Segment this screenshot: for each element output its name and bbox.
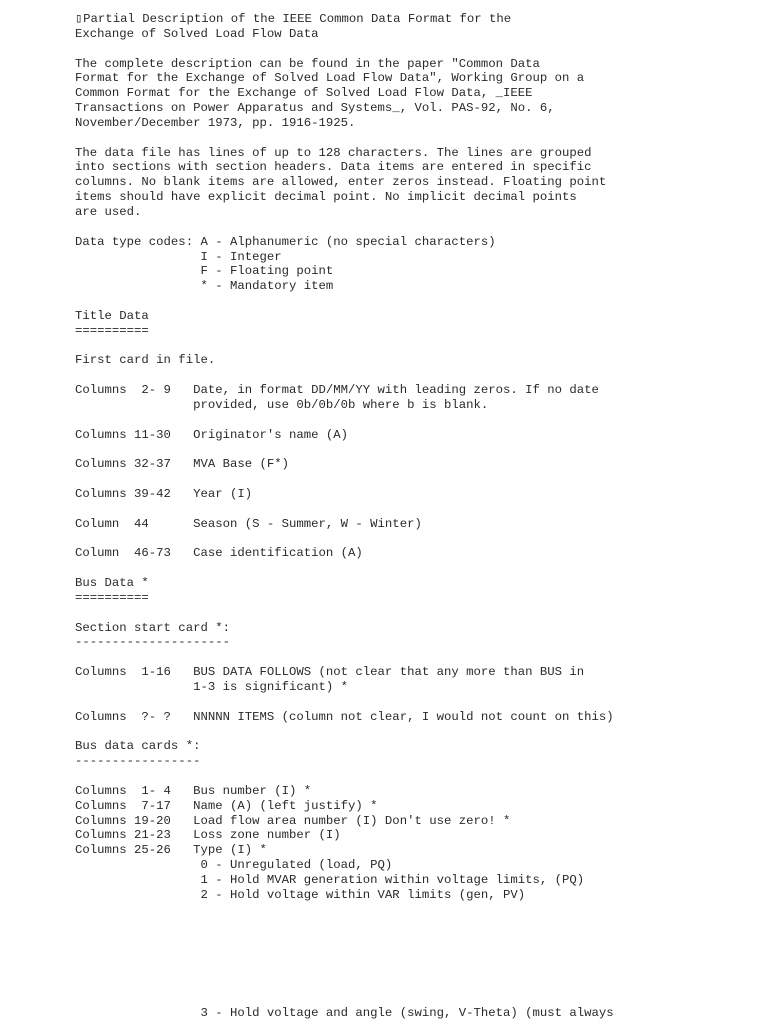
text-line: Columns 2- 9 Date, in format DD/MM/YY with leading zeros. If no date <box>75 383 599 398</box>
text-line: Column 44 Season (S - Summer, W - Winter) <box>75 516 422 531</box>
text-line: The complete description can be found in the paper "Common Data <box>75 56 540 71</box>
blank-line <box>75 413 760 428</box>
blank-line <box>75 695 760 710</box>
blank-line <box>75 42 760 57</box>
blank-line <box>75 472 760 487</box>
text-line: Columns ?- ? NNNNN ITEMS (column not clear, I would not count on this) <box>75 709 614 724</box>
text-line: F - Floating point <box>75 264 334 279</box>
blank-line <box>75 368 760 383</box>
text-line: Columns 32-37 MVA Base (F*) <box>75 457 290 472</box>
text-line: Bus data cards *: <box>75 739 201 754</box>
text-line: ----------------- <box>75 754 201 769</box>
text-line: Data type codes: A - Alphanumeric (no special characters) <box>75 234 496 249</box>
text-line: Columns 7-17 Name (A) (left justify) * <box>75 798 378 813</box>
blank-line <box>75 532 760 547</box>
text-line: 2 - Hold voltage within VAR limits (gen, PV) <box>75 887 526 902</box>
text-line: columns. No blank items are allowed, enter zeros instead. Floating point <box>75 175 607 190</box>
text-line: Columns 19-20 Load flow area number (I) Don't use zero! * <box>75 813 511 828</box>
document-text-continued: 3 - Hold voltage and angle (swing, V-Theta) (must always <box>75 1006 614 1020</box>
text-line: 0 - Unregulated (load, PQ) <box>75 858 393 873</box>
text-line: November/December 1973, pp. 1916-1925. <box>75 115 356 130</box>
text-line: are used. <box>75 204 142 219</box>
blank-line <box>75 220 760 235</box>
text-line: ========== <box>75 323 149 338</box>
blank-line <box>75 442 760 457</box>
blank-line <box>75 725 760 740</box>
text-line: Format for the Exchange of Solved Load Flow Data", Working Group on a <box>75 71 585 86</box>
text-line: into sections with section headers. Data items are entered in specific <box>75 160 592 175</box>
blank-line <box>75 561 760 576</box>
blank-line <box>75 769 760 784</box>
blank-line <box>75 339 760 354</box>
text-line: Columns 11-30 Originator's name (A) <box>75 427 349 442</box>
blank-line <box>75 606 760 621</box>
text-line: Section start card *: <box>75 620 230 635</box>
text-line: Columns 1- 4 Bus number (I) * <box>75 783 312 798</box>
text-line: 1 - Hold MVAR generation within voltage limits, (PQ) <box>75 872 585 887</box>
text-line: ========== <box>75 590 149 605</box>
text-line: * - Mandatory item <box>75 279 334 294</box>
text-line: Columns 1-16 BUS DATA FOLLOWS (not clear that any more than BUS in <box>75 665 585 680</box>
text-line: Columns 25-26 Type (I) * <box>75 843 267 858</box>
text-line: Columns 39-42 Year (I) <box>75 487 253 501</box>
text-line: Title Data <box>75 308 149 323</box>
document-text <box>75 12 760 903</box>
text-line: Columns 21-23 Loss zone number (I) <box>75 828 341 843</box>
text-line: items should have explicit decimal point. No implicit decimal points <box>75 190 577 205</box>
blank-line <box>75 650 760 665</box>
blank-line <box>75 294 760 309</box>
text-line: provided, use 0b/0b/0b where b is blank. <box>75 397 489 412</box>
text-line: ▯ Partial Description of the IEEE Common Data Format for the <box>75 12 512 26</box>
text-line: The data file has lines of up to 128 characters. The lines are grouped <box>75 145 592 160</box>
text-line: Common Format for the Exchange of Solved Load Flow Data, _IEEE <box>75 86 533 101</box>
text-line: I - Integer <box>75 249 282 264</box>
text-line: 1-3 is significant) * <box>75 679 349 694</box>
text-line: --------------------- <box>75 635 230 650</box>
text-line: Column 46-73 Case identification (A) <box>75 546 363 561</box>
blank-line <box>75 502 760 517</box>
text-line: Bus Data * <box>75 576 149 591</box>
blank-line <box>75 131 760 146</box>
text-line: Exchange of Solved Load Flow Data <box>75 26 319 41</box>
text-line: Transactions on Power Apparatus and Systems_, Vol. PAS-92, No. 6, <box>75 101 555 116</box>
text-line: First card in file. <box>75 353 216 368</box>
